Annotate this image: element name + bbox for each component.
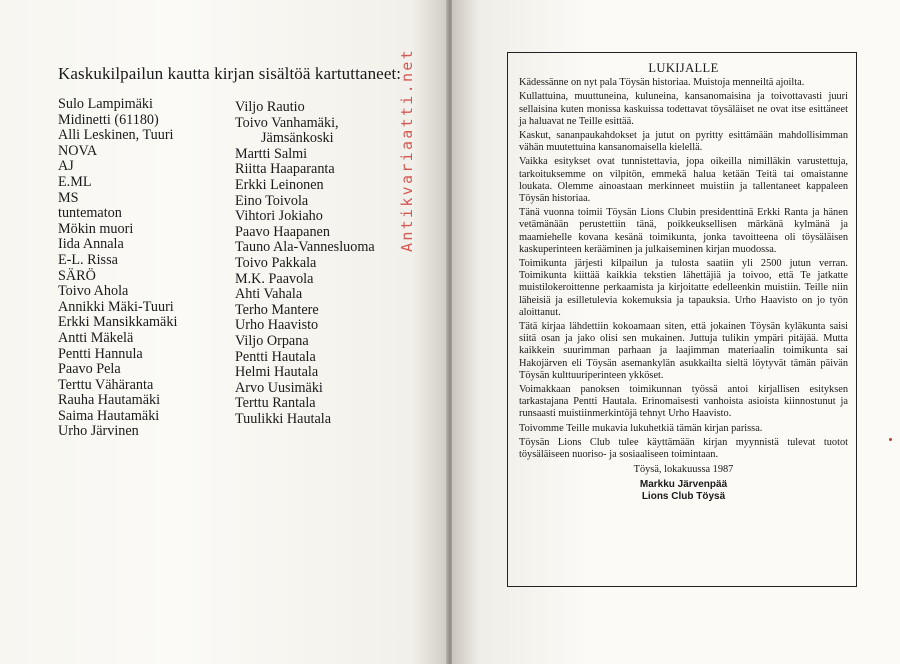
contributor-name: Viljo Orpana bbox=[235, 332, 309, 349]
contributor-name: Sulo Lampimäki bbox=[58, 96, 153, 112]
contributor-name: Pentti Hautala bbox=[235, 348, 316, 365]
contributor-name: E-L. Rissa bbox=[58, 251, 118, 268]
contributor-name: Erkki Leinonen bbox=[235, 176, 324, 193]
watermark: Antikvariaatti.net bbox=[398, 48, 416, 252]
contributor-name: Urho Haavisto bbox=[235, 317, 319, 334]
signature-organization: Lions Club Töysä bbox=[641, 490, 726, 502]
contributor-name: Iida Annala bbox=[58, 236, 124, 253]
contributor-name: Terttu Vähäranta bbox=[58, 376, 154, 393]
foreword-paragraph: Töysän Lions Club tulee käyttämään kirjan myynnistä tulevat tuotot töysäläiseen nuoriso- ja sosiaaliseen toimintaan. bbox=[519, 436, 848, 461]
contributor-name: Mökin muori bbox=[58, 220, 134, 237]
contributor-name: Viljo Rautio bbox=[235, 99, 305, 115]
contributor-location: Jämsänkoski bbox=[261, 130, 334, 147]
contributor-name: Paavo Haapanen bbox=[235, 223, 330, 240]
contributor-name: Erkki Mansikkamäki bbox=[58, 314, 178, 331]
contributor-name: Paavo Pela bbox=[58, 361, 121, 378]
contributor-name: Saima Hautamäki bbox=[58, 407, 160, 424]
foreword-paragraph: Toimikunta järjesti kilpailun ja tulosta saatiin yli 2500 jutun verran. Toimikunta kiittää kaikkia tekstien lähettäjiä ja toivoo, että Te jatkatte muistilokeroittenne perkaamista ja kirjoitatte edelleenkin muistiin. Teille niin läheisiä ja esilletulevia kokemuksia ja tapauksia. Urho Haavisto on jo työn aloittanut. bbox=[519, 258, 848, 318]
contributor-name: Annikki Mäki-Tuuri bbox=[58, 298, 174, 315]
foreword-paragraph: Kullattuina, muuttuneina, kuluneina, kansanomaisina ja toivottavasti juuri sellaisina kuten monissa kaskuissa todettavat töysäläiset ne ovat itse esittäneet ja haluavat ne Teille esittää. bbox=[519, 91, 848, 127]
foreword-paragraph: Vaikka esitykset ovat tunnistettavia, jopa oikeilla nimilläkin varustettuja, tarkoituksemme on vilpitön, emmekä halua ketään Teitä tai omaistanne loukata. Olemme ainoastaan merkinneet muistiin ja tallentaneet kappaleen Töysän historiaa. bbox=[519, 156, 848, 205]
contributor-name: Toivo Ahola bbox=[58, 283, 129, 300]
contributor-name-line: Toivo Vanhamäki, bbox=[235, 114, 339, 131]
foreword-paragraph: Tänä vuonna toimii Töysän Lions Clubin presidenttinä Erkki Ranta ja hänen vetämänään perustettiin tänä, poikkeuksellisen märkänä kylmänä ja maamiehelle kovana kesänä toimikunta, jonka tavoitteena oli töysäläisen kaskuperinteen kerääminen ja julkaiseminen kirjan muodossa. bbox=[519, 207, 848, 255]
foreword-box bbox=[507, 52, 857, 587]
foreword-body bbox=[519, 77, 848, 461]
signature-name: Markku Järvenpää bbox=[639, 478, 728, 490]
contributor-name: Terho Mantere bbox=[235, 301, 319, 318]
contributor-name: AJ bbox=[58, 158, 74, 175]
contributor-name: Eino Toivola bbox=[235, 192, 309, 209]
contributor-name: Ahti Vahala bbox=[235, 286, 303, 303]
contributor-name: Urho Järvinen bbox=[58, 423, 139, 440]
contributor-name: Midinetti (61180) bbox=[58, 111, 159, 128]
contributor-name: Arvo Uusimäki bbox=[235, 379, 323, 396]
contributor-name: MS bbox=[58, 189, 79, 206]
contributor-name: Tuulikki Hautala bbox=[235, 410, 332, 427]
contributor-name: E.ML bbox=[58, 173, 92, 190]
foreword-title: LUKIJALLE bbox=[648, 61, 719, 75]
contributor-name: SÄRÖ bbox=[58, 267, 96, 284]
contributor-name: Helmi Hautala bbox=[235, 364, 319, 381]
contributor-name: tuntematon bbox=[58, 205, 122, 222]
contributor-name: Riitta Haaparanta bbox=[235, 161, 335, 178]
contributor-name bbox=[235, 116, 375, 147]
contributor-name: Vihtori Jokiaho bbox=[235, 208, 323, 225]
contributor-name: Tauno Ala-Vannesluoma bbox=[235, 239, 375, 256]
contributors-column-2 bbox=[235, 100, 375, 427]
foreword-date: Töysä, lokakuussa 1987 bbox=[633, 464, 734, 476]
contributors-column-1 bbox=[58, 97, 177, 440]
contributors-heading: Kaskukilpailun kautta kirjan sisältöä kartuttaneet: bbox=[58, 64, 402, 83]
contributor-name: M.K. Paavola bbox=[235, 270, 314, 287]
foreword-paragraph: Voimakkaan panoksen toimikunnan työssä antoi kirjallisen esityksen tarkastajana Pentti Hautala. Erinomaisesti vanhoista asioista kiinnostunut ja runsaasti muistiinmerkintöjä tehnyt Urho Haavisto. bbox=[519, 384, 848, 420]
ink-speck bbox=[889, 438, 892, 441]
foreword-paragraph: Kädessänne on nyt pala Töysän historiaa. Muistoja menneiltä ajoilta. bbox=[519, 77, 805, 89]
contributor-name: NOVA bbox=[58, 142, 98, 159]
contributor-name: Alli Leskinen, Tuuri bbox=[58, 127, 174, 144]
foreword-paragraph: Toivomme Teille mukavia lukuhetkiä tämän kirjan parissa. bbox=[519, 422, 763, 434]
contributor-name: Terttu Rantala bbox=[235, 395, 316, 412]
contributor-name: Martti Salmi bbox=[235, 145, 308, 162]
foreword-paragraph: Kaskut, sananpaukahdokset ja jutut on pyritty esittämään mahdollisimman vähän muutettuina kansanomaisella kielellä. bbox=[519, 130, 848, 154]
foreword-paragraph: Tätä kirjaa lähdettiin kokoamaan siten, että jokainen Töysän kyläkunta saisi siitä osan ja jako olisi sen mukainen. Juttuja tulikin ympäri pitäjää. Mutta kaikkein suurimman parhaan ja laajimman materiaalin toimikunta sai Hakojärven eli Töysän asemankylän asukkailta sieltä löytyvät tämän päivän Töysän kulttuuriperinteen ykköset. bbox=[519, 321, 848, 381]
contributor-name: Antti Mäkelä bbox=[58, 329, 134, 346]
contributor-name: Pentti Hannula bbox=[58, 345, 143, 362]
contributor-name: Rauha Hautamäki bbox=[58, 392, 161, 409]
left-page bbox=[0, 0, 448, 664]
contributor-name: Toivo Pakkala bbox=[235, 254, 317, 271]
